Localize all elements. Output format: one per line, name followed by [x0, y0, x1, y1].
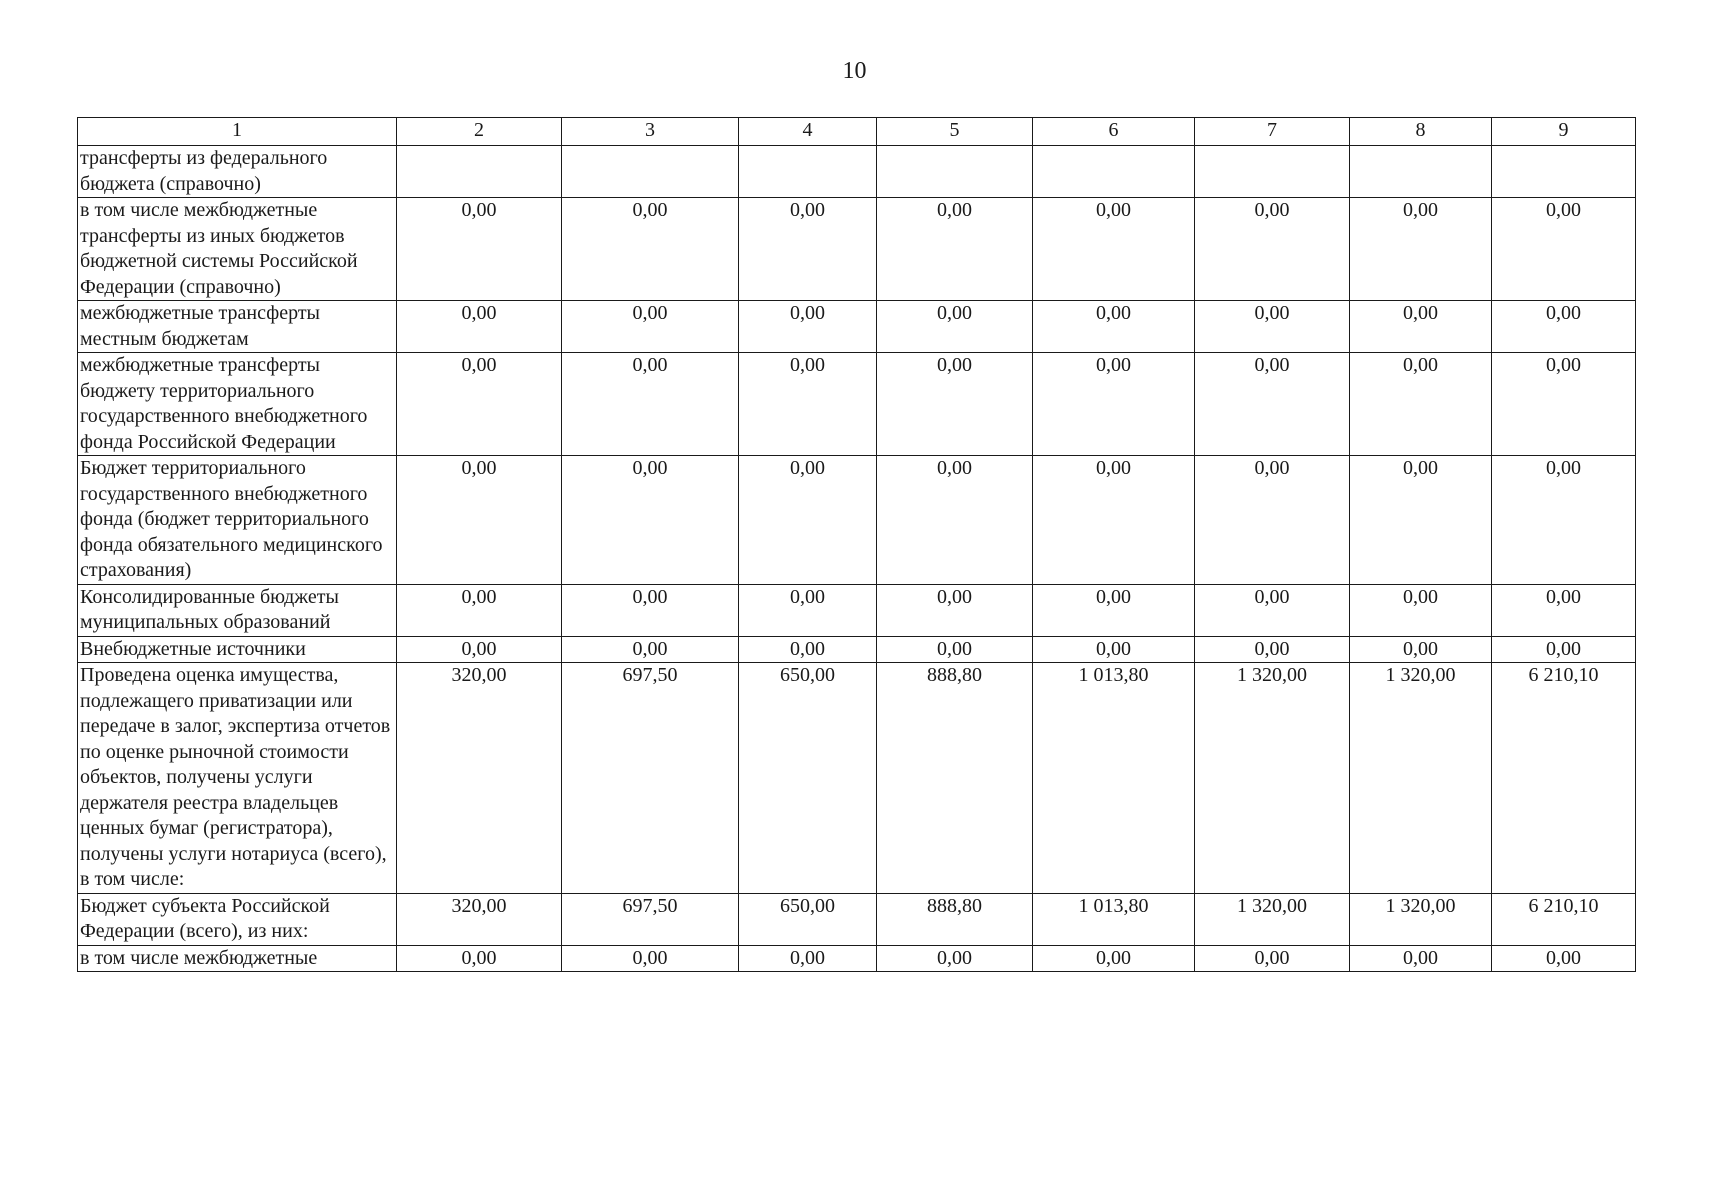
- table-cell: 0,00: [562, 198, 739, 301]
- table-cell: [1195, 146, 1350, 198]
- table-cell: 0,00: [1350, 636, 1492, 663]
- table-row: [78, 945, 1636, 972]
- table-cell: 0,00: [1195, 353, 1350, 456]
- table-cell: 0,00: [739, 301, 877, 353]
- table-cell: [1033, 146, 1195, 198]
- table-cell: 320,00: [397, 663, 562, 894]
- table-cell: 650,00: [739, 893, 877, 945]
- table-cell: 1 013,80: [1033, 893, 1195, 945]
- table-cell: 0,00: [397, 456, 562, 585]
- table-row: [78, 636, 1636, 663]
- table-cell: 0,00: [739, 636, 877, 663]
- table-cell: [397, 146, 562, 198]
- table-cell: [739, 146, 877, 198]
- table-cell: 0,00: [1492, 456, 1636, 585]
- table-row: [78, 146, 1636, 198]
- table-cell: 0,00: [1492, 636, 1636, 663]
- table-cell: 0,00: [877, 456, 1033, 585]
- table-cell: 1 320,00: [1195, 893, 1350, 945]
- table-cell: [1492, 146, 1636, 198]
- column-header: 3: [562, 118, 739, 146]
- column-header: 4: [739, 118, 877, 146]
- table-cell: 0,00: [1033, 636, 1195, 663]
- table-cell: 0,00: [397, 353, 562, 456]
- column-header: 2: [397, 118, 562, 146]
- table-cell: 0,00: [1492, 301, 1636, 353]
- table-cell: 697,50: [562, 663, 739, 894]
- table-cell: 0,00: [1492, 584, 1636, 636]
- table-cell: 0,00: [562, 636, 739, 663]
- table-cell: 0,00: [397, 636, 562, 663]
- table-header-row: [78, 118, 1636, 146]
- row-label: Проведена оценка имущества, подлежащего приватизации или передаче в залог, экспертиза отчетов по оценке рыночной стоимости объектов, получены услуги держателя реестра владельцев ценных бумаг (регистратора), получены услуги нотариуса (всего), в том числе:: [78, 663, 397, 894]
- table-cell: 0,00: [877, 945, 1033, 972]
- table-cell: 0,00: [877, 636, 1033, 663]
- row-label: Внебюджетные источники: [78, 636, 397, 663]
- row-label: межбюджетные трансферты бюджету территориального государственного внебюджетного фонда Российской Федерации: [78, 353, 397, 456]
- column-header: 9: [1492, 118, 1636, 146]
- table-cell: 0,00: [1350, 198, 1492, 301]
- table-cell: 0,00: [1195, 198, 1350, 301]
- table-cell: 0,00: [1350, 353, 1492, 456]
- table-cell: 0,00: [562, 301, 739, 353]
- table-row: [78, 584, 1636, 636]
- table-cell: 0,00: [562, 456, 739, 585]
- table-cell: 0,00: [1492, 198, 1636, 301]
- table-cell: 0,00: [397, 301, 562, 353]
- column-header: 5: [877, 118, 1033, 146]
- table-cell: 0,00: [1033, 584, 1195, 636]
- row-label: Консолидированные бюджеты муниципальных образований: [78, 584, 397, 636]
- table-cell: 0,00: [397, 198, 562, 301]
- table-cell: [1350, 146, 1492, 198]
- table-row: [78, 456, 1636, 585]
- table-cell: 0,00: [1033, 945, 1195, 972]
- row-label: трансферты из федерального бюджета (справочно): [78, 146, 397, 198]
- table-cell: 0,00: [1492, 353, 1636, 456]
- table-cell: 888,80: [877, 893, 1033, 945]
- table-cell: 0,00: [562, 353, 739, 456]
- table-cell: 650,00: [739, 663, 877, 894]
- column-header: 1: [78, 118, 397, 146]
- table-row: [78, 893, 1636, 945]
- table-cell: 0,00: [562, 945, 739, 972]
- table-cell: [562, 146, 739, 198]
- table-cell: 0,00: [1350, 584, 1492, 636]
- table-cell: 0,00: [1195, 945, 1350, 972]
- table-cell: 0,00: [1195, 301, 1350, 353]
- table-cell: 0,00: [562, 584, 739, 636]
- table-cell: 1 013,80: [1033, 663, 1195, 894]
- table-cell: 0,00: [739, 353, 877, 456]
- table-cell: 0,00: [397, 945, 562, 972]
- table-cell: 0,00: [877, 353, 1033, 456]
- table-cell: 0,00: [877, 301, 1033, 353]
- table-cell: 6 210,10: [1492, 893, 1636, 945]
- column-header: 8: [1350, 118, 1492, 146]
- table-cell: 320,00: [397, 893, 562, 945]
- table-cell: 6 210,10: [1492, 663, 1636, 894]
- table-cell: 0,00: [1195, 456, 1350, 585]
- table-cell: 0,00: [1033, 198, 1195, 301]
- table-row: [78, 198, 1636, 301]
- column-header: 7: [1195, 118, 1350, 146]
- table-cell: 0,00: [1033, 353, 1195, 456]
- table-cell: 1 320,00: [1350, 893, 1492, 945]
- table-cell: [877, 146, 1033, 198]
- row-label: в том числе межбюджетные трансферты из иных бюджетов бюджетной системы Российской Федерации (справочно): [78, 198, 397, 301]
- table-cell: 0,00: [1195, 636, 1350, 663]
- table-cell: 0,00: [877, 198, 1033, 301]
- row-label: Бюджет субъекта Российской Федерации (всего), из них:: [78, 893, 397, 945]
- table-cell: 0,00: [1033, 456, 1195, 585]
- table-cell: 0,00: [1350, 456, 1492, 585]
- table-cell: 0,00: [739, 198, 877, 301]
- table-row: [78, 301, 1636, 353]
- table-cell: 0,00: [739, 456, 877, 585]
- table-cell: 697,50: [562, 893, 739, 945]
- row-label: в том числе межбюджетные: [78, 945, 397, 972]
- row-label: Бюджет территориального государственного внебюджетного фонда (бюджет территориального фонда обязательного медицинского страхования): [78, 456, 397, 585]
- table-cell: 888,80: [877, 663, 1033, 894]
- table-row: [78, 663, 1636, 894]
- table-cell: 0,00: [1350, 945, 1492, 972]
- table-cell: 1 320,00: [1350, 663, 1492, 894]
- table-cell: 0,00: [739, 584, 877, 636]
- table-cell: 0,00: [1492, 945, 1636, 972]
- column-header: 6: [1033, 118, 1195, 146]
- row-label: межбюджетные трансферты местным бюджетам: [78, 301, 397, 353]
- table-cell: 1 320,00: [1195, 663, 1350, 894]
- table-cell: 0,00: [397, 584, 562, 636]
- budget-table: [77, 117, 1636, 972]
- table-cell: 0,00: [1350, 301, 1492, 353]
- table-cell: 0,00: [1195, 584, 1350, 636]
- table-row: [78, 353, 1636, 456]
- table-cell: 0,00: [1033, 301, 1195, 353]
- table-cell: 0,00: [739, 945, 877, 972]
- page-number: 10: [842, 58, 867, 84]
- table-cell: 0,00: [877, 584, 1033, 636]
